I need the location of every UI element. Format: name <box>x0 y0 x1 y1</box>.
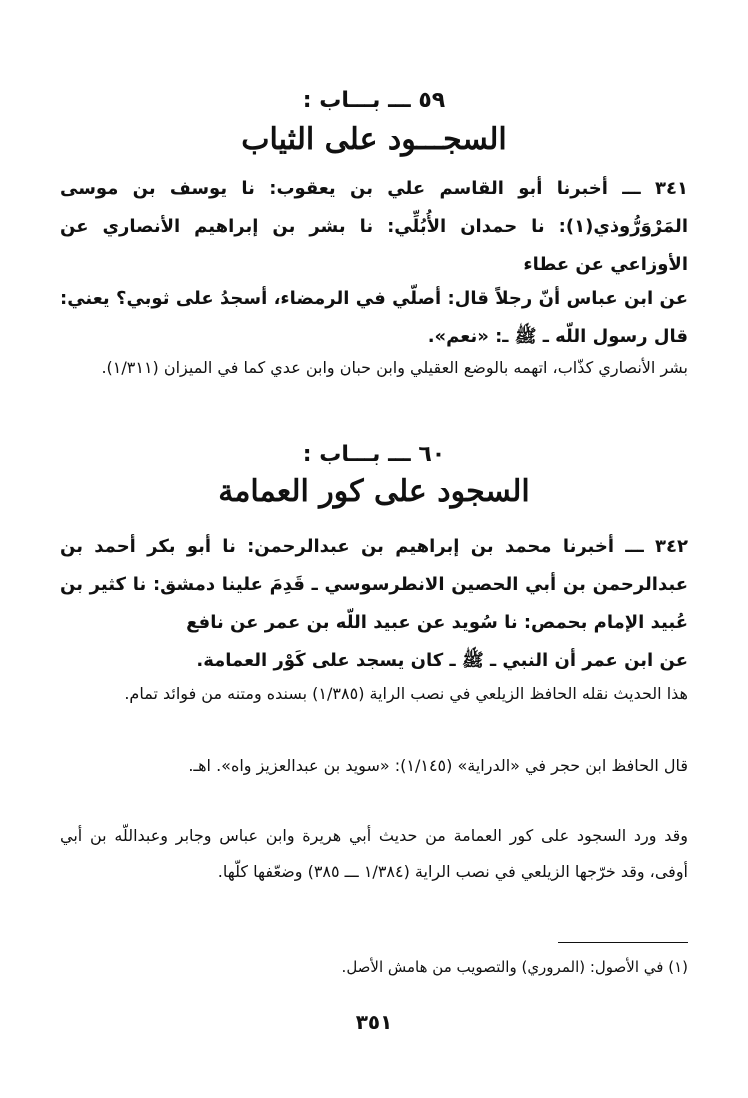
page-number: ٣٥١ <box>355 1010 393 1034</box>
hadith-342-note-2: قال الحافظ ابن حجر في «الدراية» (١/١٤٥): «سويد بن عبدالعزيز واه». اهـ. <box>188 756 688 775</box>
footnote-separator <box>558 942 688 943</box>
chapter-59-title: السجـــود على الثياب <box>241 122 507 157</box>
hadith-341-chain: ٣٤١ ـــ أخبرنا أبو القاسم علي بن يعقوب: نا يوسف بن موسى المَرْوَرُّوذي(١): نا حمدان الأُبُلِّي: نا بشر بن إبراهيم الأنصاري عن الأوزاعي عن عطاء <box>60 178 688 275</box>
footnote: (١) في الأصول: (المروري) والتصويب من هامش الأصل. <box>341 958 688 976</box>
hadith-342-note-1: هذا الحديث نقله الحافظ الزيلعي في نصب الراية (١/٣٨٥) بسنده ومتنه من فوائد تمام. <box>124 684 688 703</box>
hadith-341-note: بشر الأنصاري كذّاب، اتهمه بالوضع العقيلي وابن حبان وابن عدي كما في الميزان (١/٣١١). <box>101 358 688 377</box>
chapter-60-title: السجود على كور العمامة <box>218 474 530 509</box>
hadith-341-text: عن ابن عباس أنّ رجلاً قال: أصلّي في الرمضاء، أسجدُ على ثوبي؟ يعني: قال رسول اللّه ـ ﷺ ـ: «نعم». <box>60 288 688 347</box>
chapter-59-number: ٥٩ ـــ بـــاب : <box>302 88 446 113</box>
hadith-342-text: عن ابن عمر أن النبي ـ ﷺ ـ كان يسجد على كَوْر العمامة. <box>196 650 688 671</box>
hadith-342-note-3: وقد ورد السجود على كور العمامة من حديث أبي هريرة وابن عباس وجابر وعبداللّه بن أبي أوفى، وقد خرّجها الزيلعي في نصب الراية (١/٣٨٤ ـــ ٣٨٥) وضعّفها كلّها. <box>60 826 688 881</box>
hadith-342-chain: ٣٤٢ ـــ أخبرنا محمد بن إبراهيم بن عبدالرحمن: نا أبو بكر أحمد بن عبدالرحمن بن أبي الحصين الانطرسوسي ـ قَدِمَ علينا دمشق: نا كثير بن عُبيد الإمام بحمص: نا سُويد عن عبيد اللّه بن عمر عن نافع <box>60 536 688 633</box>
chapter-60-number: ٦٠ ـــ بـــاب : <box>302 442 446 467</box>
